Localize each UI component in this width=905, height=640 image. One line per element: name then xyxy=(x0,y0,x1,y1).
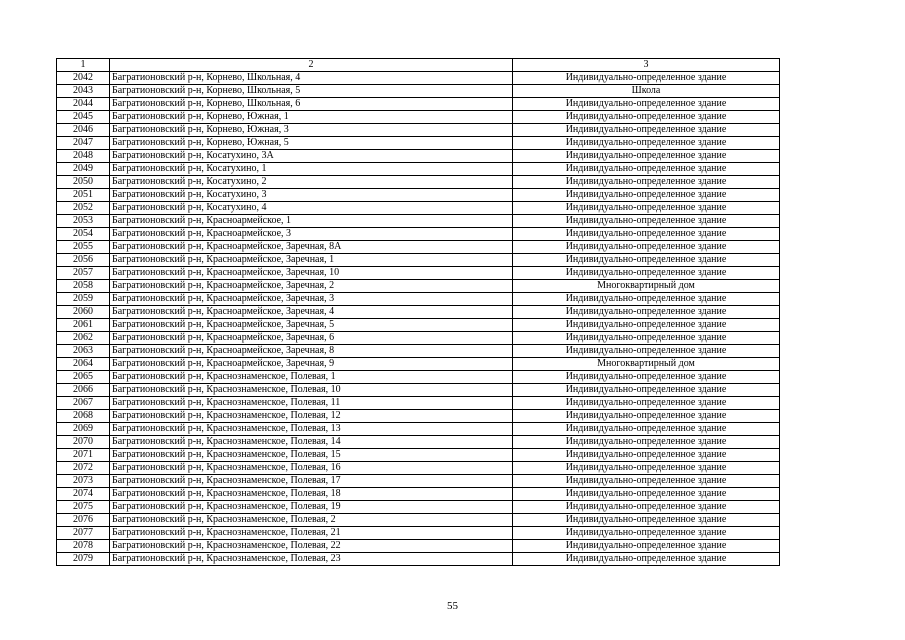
row-object-type: Индивидуально-определенное здание xyxy=(513,241,780,254)
row-number: 2072 xyxy=(57,462,110,475)
table-row xyxy=(57,98,780,111)
row-object-type: Школа xyxy=(513,85,780,98)
row-object-type: Индивидуально-определенное здание xyxy=(513,488,780,501)
row-object-type: Индивидуально-определенное здание xyxy=(513,267,780,280)
row-object-type: Индивидуально-определенное здание xyxy=(513,371,780,384)
register-table xyxy=(56,58,780,566)
row-object-type: Индивидуально-определенное здание xyxy=(513,449,780,462)
row-number: 2067 xyxy=(57,397,110,410)
row-number: 2045 xyxy=(57,111,110,124)
table-row xyxy=(57,124,780,137)
row-number: 2048 xyxy=(57,150,110,163)
table-row xyxy=(57,475,780,488)
row-address: Багратионовский р-н, Краснознаменское, Полевая, 19 xyxy=(110,501,513,514)
table-row xyxy=(57,540,780,553)
row-object-type: Индивидуально-определенное здание xyxy=(513,176,780,189)
table-row xyxy=(57,358,780,371)
table-row xyxy=(57,254,780,267)
row-object-type: Индивидуально-определенное здание xyxy=(513,410,780,423)
row-object-type: Индивидуально-определенное здание xyxy=(513,332,780,345)
row-number: 2074 xyxy=(57,488,110,501)
table-row xyxy=(57,527,780,540)
row-address: Багратионовский р-н, Красноармейское, Заречная, 3 xyxy=(110,293,513,306)
row-number: 2059 xyxy=(57,293,110,306)
row-number: 2079 xyxy=(57,553,110,566)
table-row xyxy=(57,293,780,306)
row-address: Багратионовский р-н, Косатухино, 1 xyxy=(110,163,513,176)
row-number: 2069 xyxy=(57,423,110,436)
row-number: 2057 xyxy=(57,267,110,280)
table-row xyxy=(57,423,780,436)
table-row xyxy=(57,462,780,475)
row-object-type: Индивидуально-определенное здание xyxy=(513,98,780,111)
row-number: 2046 xyxy=(57,124,110,137)
row-address: Багратионовский р-н, Корнево, Школьная, 5 xyxy=(110,85,513,98)
table-row xyxy=(57,163,780,176)
row-number: 2056 xyxy=(57,254,110,267)
table-row xyxy=(57,436,780,449)
row-address: Багратионовский р-н, Краснознаменское, Полевая, 17 xyxy=(110,475,513,488)
row-address: Багратионовский р-н, Корнево, Южная, 3 xyxy=(110,124,513,137)
table-row xyxy=(57,215,780,228)
table-row xyxy=(57,384,780,397)
row-object-type: Индивидуально-определенное здание xyxy=(513,462,780,475)
table-row xyxy=(57,150,780,163)
row-address: Багратионовский р-н, Косатухино, 4 xyxy=(110,202,513,215)
row-address: Багратионовский р-н, Краснознаменское, Полевая, 11 xyxy=(110,397,513,410)
row-object-type: Многоквартирный дом xyxy=(513,358,780,371)
row-object-type: Индивидуально-определенное здание xyxy=(513,436,780,449)
row-address: Багратионовский р-н, Краснознаменское, Полевая, 10 xyxy=(110,384,513,397)
row-address: Багратионовский р-н, Краснознаменское, Полевая, 18 xyxy=(110,488,513,501)
table-row xyxy=(57,189,780,202)
row-object-type: Индивидуально-определенное здание xyxy=(513,553,780,566)
row-object-type: Индивидуально-определенное здание xyxy=(513,475,780,488)
row-object-type: Индивидуально-определенное здание xyxy=(513,306,780,319)
row-object-type: Индивидуально-определенное здание xyxy=(513,254,780,267)
row-object-type: Индивидуально-определенное здание xyxy=(513,527,780,540)
row-number: 2058 xyxy=(57,280,110,293)
table-row xyxy=(57,176,780,189)
row-address: Багратионовский р-н, Красноармейское, 3 xyxy=(110,228,513,241)
table-row xyxy=(57,72,780,85)
row-object-type: Индивидуально-определенное здание xyxy=(513,514,780,527)
row-address: Багратионовский р-н, Краснознаменское, Полевая, 2 xyxy=(110,514,513,527)
header-col-3: 3 xyxy=(513,59,780,72)
row-address: Багратионовский р-н, Косатухино, 3 xyxy=(110,189,513,202)
table-row xyxy=(57,85,780,98)
table-row xyxy=(57,449,780,462)
row-number: 2071 xyxy=(57,449,110,462)
row-number: 2051 xyxy=(57,189,110,202)
table-row xyxy=(57,371,780,384)
row-object-type: Индивидуально-определенное здание xyxy=(513,215,780,228)
row-address: Багратионовский р-н, Краснознаменское, Полевая, 16 xyxy=(110,462,513,475)
table-row xyxy=(57,202,780,215)
row-number: 2043 xyxy=(57,85,110,98)
row-number: 2052 xyxy=(57,202,110,215)
row-object-type: Индивидуально-определенное здание xyxy=(513,189,780,202)
row-object-type: Индивидуально-определенное здание xyxy=(513,124,780,137)
row-object-type: Индивидуально-определенное здание xyxy=(513,72,780,85)
row-object-type: Индивидуально-определенное здание xyxy=(513,228,780,241)
row-address: Багратионовский р-н, Корнево, Южная, 1 xyxy=(110,111,513,124)
row-number: 2077 xyxy=(57,527,110,540)
page-number: 55 xyxy=(447,600,458,612)
row-number: 2050 xyxy=(57,176,110,189)
row-object-type: Индивидуально-определенное здание xyxy=(513,345,780,358)
table-row xyxy=(57,306,780,319)
row-number: 2064 xyxy=(57,358,110,371)
table-row xyxy=(57,345,780,358)
row-number: 2063 xyxy=(57,345,110,358)
row-object-type: Индивидуально-определенное здание xyxy=(513,319,780,332)
row-object-type: Индивидуально-определенное здание xyxy=(513,150,780,163)
table-row xyxy=(57,228,780,241)
row-address: Багратионовский р-н, Корнево, Школьная, 6 xyxy=(110,98,513,111)
header-row xyxy=(57,59,780,72)
row-address: Багратионовский р-н, Краснознаменское, Полевая, 1 xyxy=(110,371,513,384)
table-row xyxy=(57,332,780,345)
row-address: Багратионовский р-н, Краснознаменское, Полевая, 14 xyxy=(110,436,513,449)
row-address: Багратионовский р-н, Красноармейское, Заречная, 4 xyxy=(110,306,513,319)
row-address: Багратионовский р-н, Краснознаменское, Полевая, 23 xyxy=(110,553,513,566)
row-address: Багратионовский р-н, Краснознаменское, Полевая, 15 xyxy=(110,449,513,462)
row-object-type: Индивидуально-определенное здание xyxy=(513,163,780,176)
table-body xyxy=(57,72,780,566)
row-object-type: Индивидуально-определенное здание xyxy=(513,540,780,553)
row-number: 2076 xyxy=(57,514,110,527)
row-address: Багратионовский р-н, Красноармейское, Заречная, 6 xyxy=(110,332,513,345)
row-address: Багратионовский р-н, Красноармейское, Заречная, 2 xyxy=(110,280,513,293)
row-address: Багратионовский р-н, Красноармейское, Заречная, 8 xyxy=(110,345,513,358)
row-address: Багратионовский р-н, Краснознаменское, Полевая, 21 xyxy=(110,527,513,540)
row-number: 2068 xyxy=(57,410,110,423)
row-number: 2066 xyxy=(57,384,110,397)
table-row xyxy=(57,410,780,423)
row-address: Багратионовский р-н, Красноармейское, Заречная, 10 xyxy=(110,267,513,280)
table-row xyxy=(57,397,780,410)
row-address: Багратионовский р-н, Корнево, Южная, 5 xyxy=(110,137,513,150)
row-number: 2054 xyxy=(57,228,110,241)
table-row xyxy=(57,137,780,150)
table-row xyxy=(57,267,780,280)
row-address: Багратионовский р-н, Красноармейское, Заречная, 5 xyxy=(110,319,513,332)
row-object-type: Индивидуально-определенное здание xyxy=(513,111,780,124)
row-object-type: Многоквартирный дом xyxy=(513,280,780,293)
row-number: 2055 xyxy=(57,241,110,254)
row-number: 2062 xyxy=(57,332,110,345)
row-address: Багратионовский р-н, Красноармейское, Заречная, 9 xyxy=(110,358,513,371)
row-address: Багратионовский р-н, Косатухино, 3А xyxy=(110,150,513,163)
row-number: 2049 xyxy=(57,163,110,176)
header-col-2: 2 xyxy=(110,59,513,72)
table-header xyxy=(57,59,780,72)
row-address: Багратионовский р-н, Косатухино, 2 xyxy=(110,176,513,189)
row-number: 2075 xyxy=(57,501,110,514)
row-object-type: Индивидуально-определенное здание xyxy=(513,501,780,514)
table-row xyxy=(57,514,780,527)
row-object-type: Индивидуально-определенное здание xyxy=(513,384,780,397)
row-address: Багратионовский р-н, Краснознаменское, Полевая, 12 xyxy=(110,410,513,423)
row-number: 2061 xyxy=(57,319,110,332)
row-number: 2070 xyxy=(57,436,110,449)
table-row xyxy=(57,319,780,332)
row-number: 2073 xyxy=(57,475,110,488)
row-address: Багратионовский р-н, Красноармейское, 1 xyxy=(110,215,513,228)
row-number: 2053 xyxy=(57,215,110,228)
header-col-1: 1 xyxy=(57,59,110,72)
row-number: 2060 xyxy=(57,306,110,319)
row-number: 2047 xyxy=(57,137,110,150)
row-number: 2065 xyxy=(57,371,110,384)
row-object-type: Индивидуально-определенное здание xyxy=(513,397,780,410)
table-row xyxy=(57,553,780,566)
row-address: Багратионовский р-н, Краснознаменское, Полевая, 22 xyxy=(110,540,513,553)
row-object-type: Индивидуально-определенное здание xyxy=(513,293,780,306)
table-row xyxy=(57,501,780,514)
row-object-type: Индивидуально-определенное здание xyxy=(513,202,780,215)
row-address: Багратионовский р-н, Краснознаменское, Полевая, 13 xyxy=(110,423,513,436)
row-address: Багратионовский р-н, Корнево, Школьная, 4 xyxy=(110,72,513,85)
table-row xyxy=(57,280,780,293)
row-number: 2044 xyxy=(57,98,110,111)
table-row xyxy=(57,111,780,124)
row-number: 2042 xyxy=(57,72,110,85)
table-row xyxy=(57,241,780,254)
row-address: Багратионовский р-н, Красноармейское, Заречная, 8А xyxy=(110,241,513,254)
row-number: 2078 xyxy=(57,540,110,553)
table-row xyxy=(57,488,780,501)
row-object-type: Индивидуально-определенное здание xyxy=(513,137,780,150)
row-address: Багратионовский р-н, Красноармейское, Заречная, 1 xyxy=(110,254,513,267)
row-object-type: Индивидуально-определенное здание xyxy=(513,423,780,436)
